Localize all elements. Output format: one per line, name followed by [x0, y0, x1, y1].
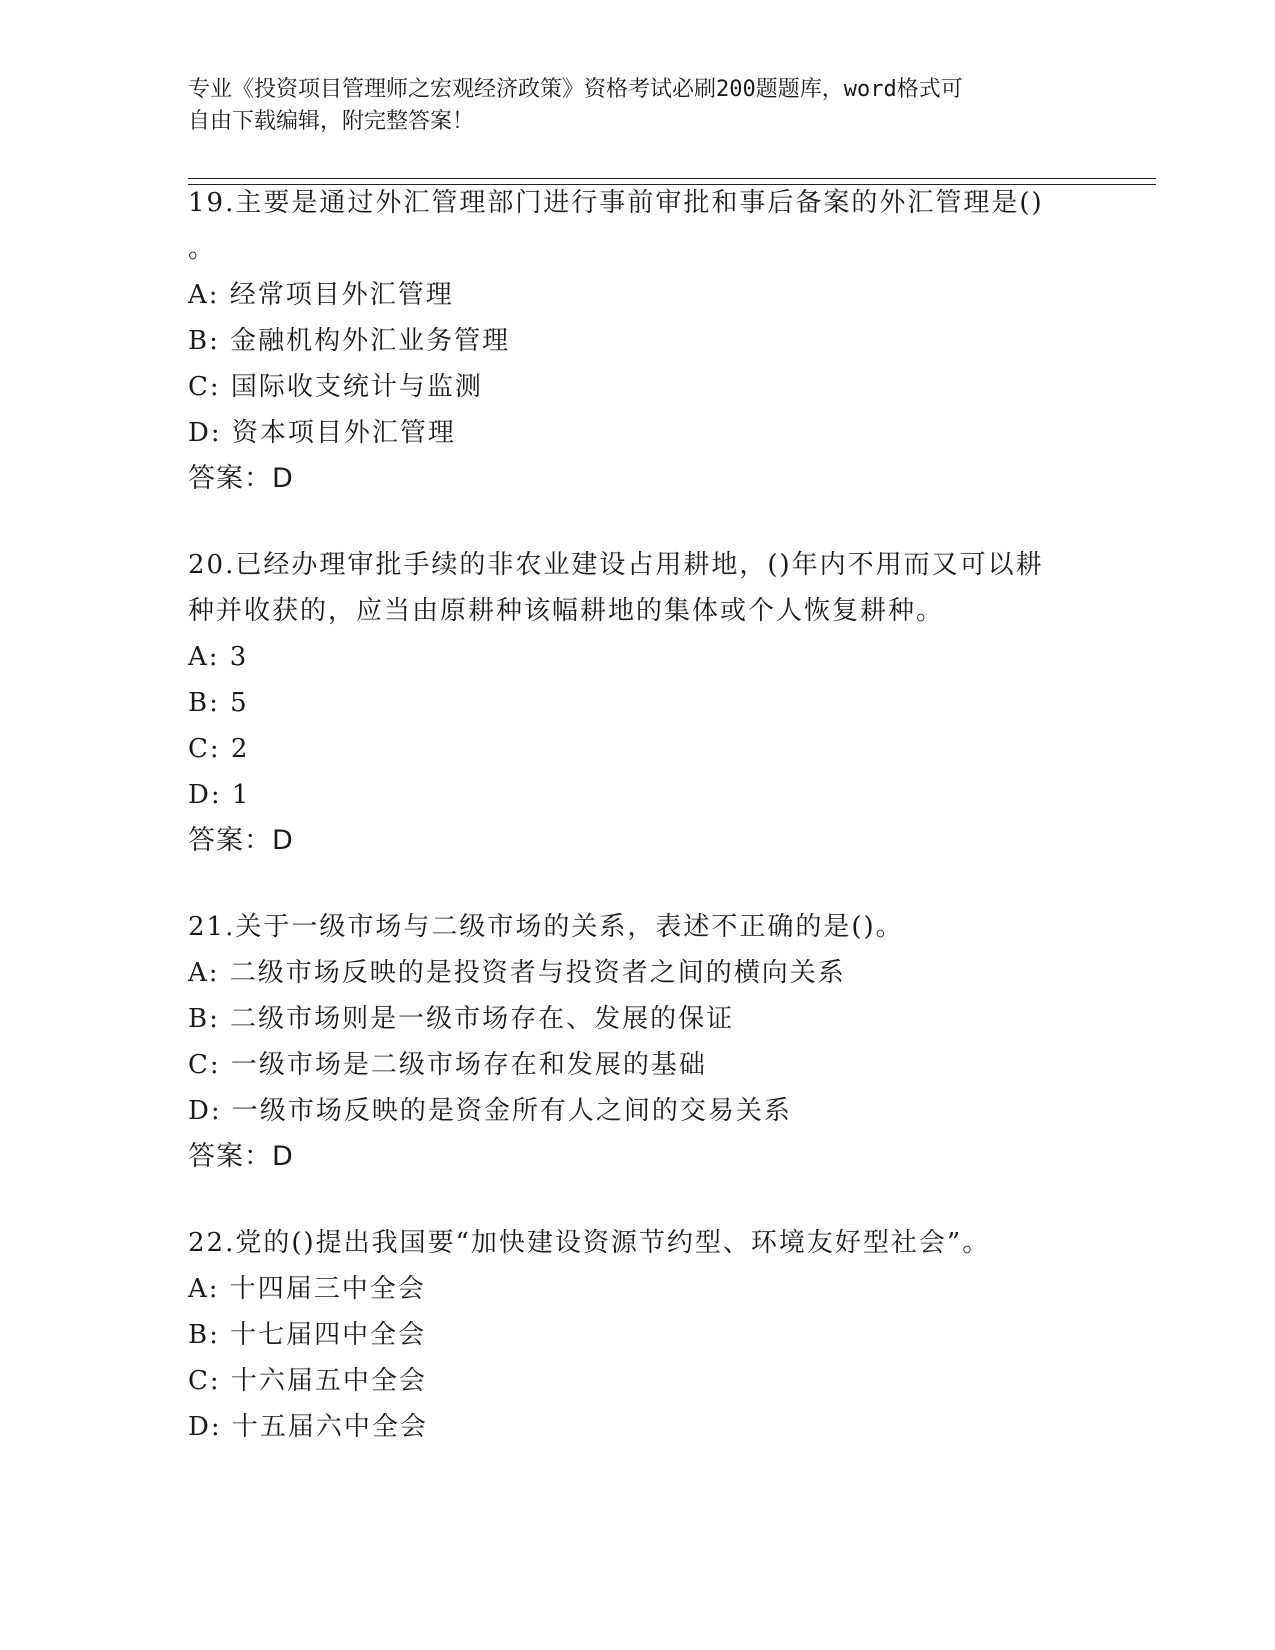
header-divider-top [188, 178, 1156, 179]
option-d: D: 资本项目外汇管理 [188, 418, 456, 448]
option-b: B: 十七届四中全会 [188, 1320, 427, 1350]
option-c: C: 一级市场是二级市场存在和发展的基础 [188, 1050, 707, 1080]
option-b: B: 二级市场则是一级市场存在、发展的保证 [188, 1004, 735, 1034]
question-19 [188, 180, 1088, 502]
option-c: C: 国际收支统计与监测 [188, 372, 483, 402]
question-stem: 20.已经办理审批手续的非农业建设占用耕地，()年内不用而又可以耕 [188, 550, 1044, 580]
option-a: A: 二级市场反映的是投资者与投资者之间的横向关系 [188, 958, 846, 988]
header-line-2: 自由下载编辑，附完整答案！ [188, 109, 475, 134]
answer: 答案：D [188, 463, 294, 494]
option-c: C: 十六届五中全会 [188, 1366, 427, 1396]
option-c: C: 2 [188, 734, 250, 764]
option-b: B: 金融机构外汇业务管理 [188, 326, 511, 356]
option-d: D: 1 [188, 780, 251, 810]
question-20 [188, 542, 1088, 864]
header-line-1: 专业《投资项目管理师之宏观经济政策》资格考试必刷200题题库，word格式可 [188, 77, 963, 102]
option-a: A: 3 [188, 642, 249, 672]
question-stem: 19.主要是通过外汇管理部门进行事前审批和事后备案的外汇管理是() [188, 188, 1044, 218]
question-stem-continued: 。 [188, 234, 217, 264]
option-d: D: 十五届六中全会 [188, 1412, 428, 1442]
question-22 [188, 1220, 1088, 1450]
option-a: A: 经常项目外汇管理 [188, 280, 454, 310]
question-stem-continued: 种并收获的，应当由原耕种该幅耕地的集体或个人恢复耕种。 [188, 596, 945, 626]
answer: 答案：D [188, 825, 294, 856]
document-header [188, 74, 1068, 138]
answer: 答案：D [188, 1141, 294, 1172]
option-d: D: 一级市场反映的是资金所有人之间的交易关系 [188, 1096, 792, 1126]
option-a: A: 十四届三中全会 [188, 1274, 426, 1304]
question-21 [188, 904, 1088, 1180]
question-stem: 22.党的()提出我国要“加快建设资源节约型、环境友好型社会”。 [188, 1228, 991, 1258]
question-stem: 21.关于一级市场与二级市场的关系，表述不正确的是()。 [188, 912, 904, 942]
option-b: B: 5 [188, 688, 249, 718]
